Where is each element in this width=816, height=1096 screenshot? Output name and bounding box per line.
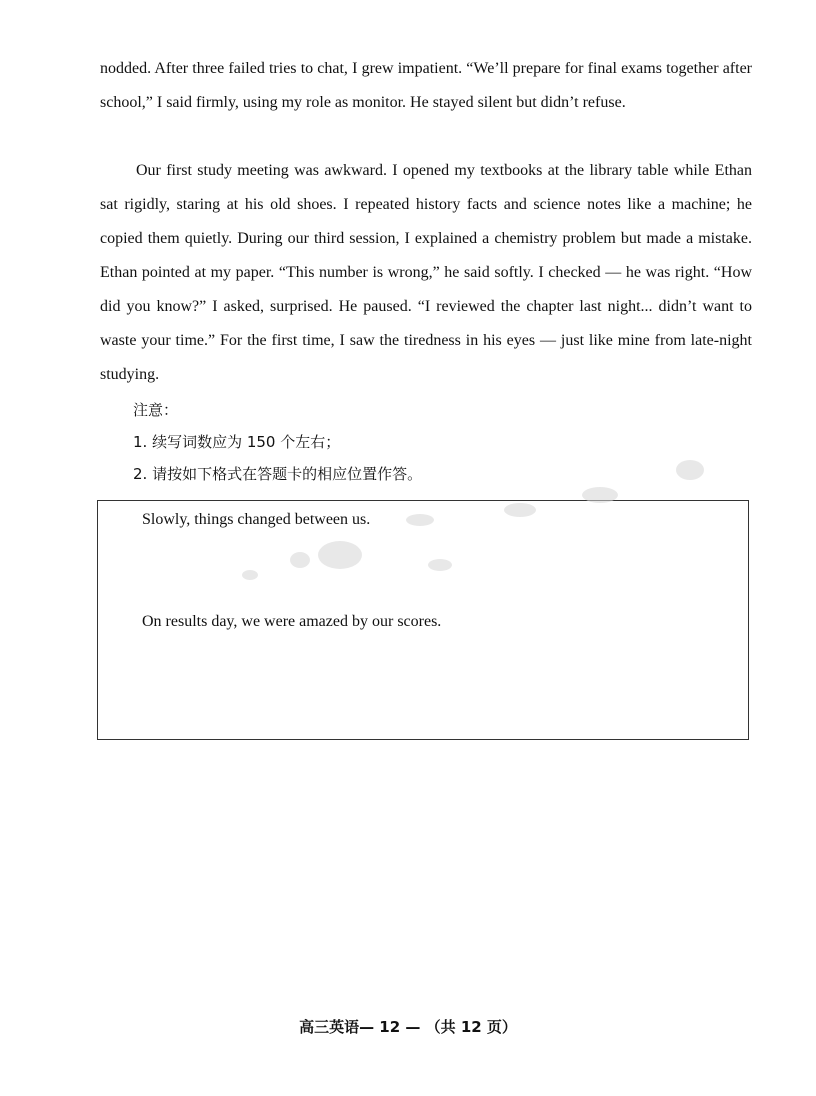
passage-paragraph-1 — [100, 52, 752, 120]
paragraph-1-text: nodded. After three failed tries to chat, I grew impatient. “We’ll prepare for final exams together after school,” I said firmly, using my role as monitor. He stayed silent but didn’t refuse. — [100, 60, 752, 111]
passage-paragraph-2 — [100, 154, 752, 392]
notes-item-1: 1. 续写词数应为 150 个左右； — [133, 433, 341, 451]
notes-section — [133, 394, 422, 490]
answer-box[interactable] — [97, 500, 749, 740]
paragraph-2-text: Our first study meeting was awkward. I opened my textbooks at the library table while Ethan sat rigidly, staring at his old shoes. I repeated history facts and science notes like a machine; he copied them quietly. During our third session, I explained a chemistry problem but made a mistake. Ethan pointed at my paper. “This number is wrong,” he said softly. I checked — he was right. “How did you know?” I asked, surprised. He paused. “I reviewed the chapter last night... didn’t want to waste your time.” For the first time, I saw the tiredness in his eyes — just like mine from late-night studying. — [100, 162, 752, 383]
notes-heading: 注意： — [133, 401, 179, 419]
page-footer: 高三英语— 12 — （共 12 页） — [299, 1018, 517, 1036]
notes-item-2: 2. 请按如下格式在答题卡的相应位置作答。 — [133, 465, 423, 483]
answer-box-opening-line: Slowly, things changed between us. — [142, 511, 371, 528]
answer-box-second-opening-line: On results day, we were amazed by our scores. — [142, 613, 442, 630]
